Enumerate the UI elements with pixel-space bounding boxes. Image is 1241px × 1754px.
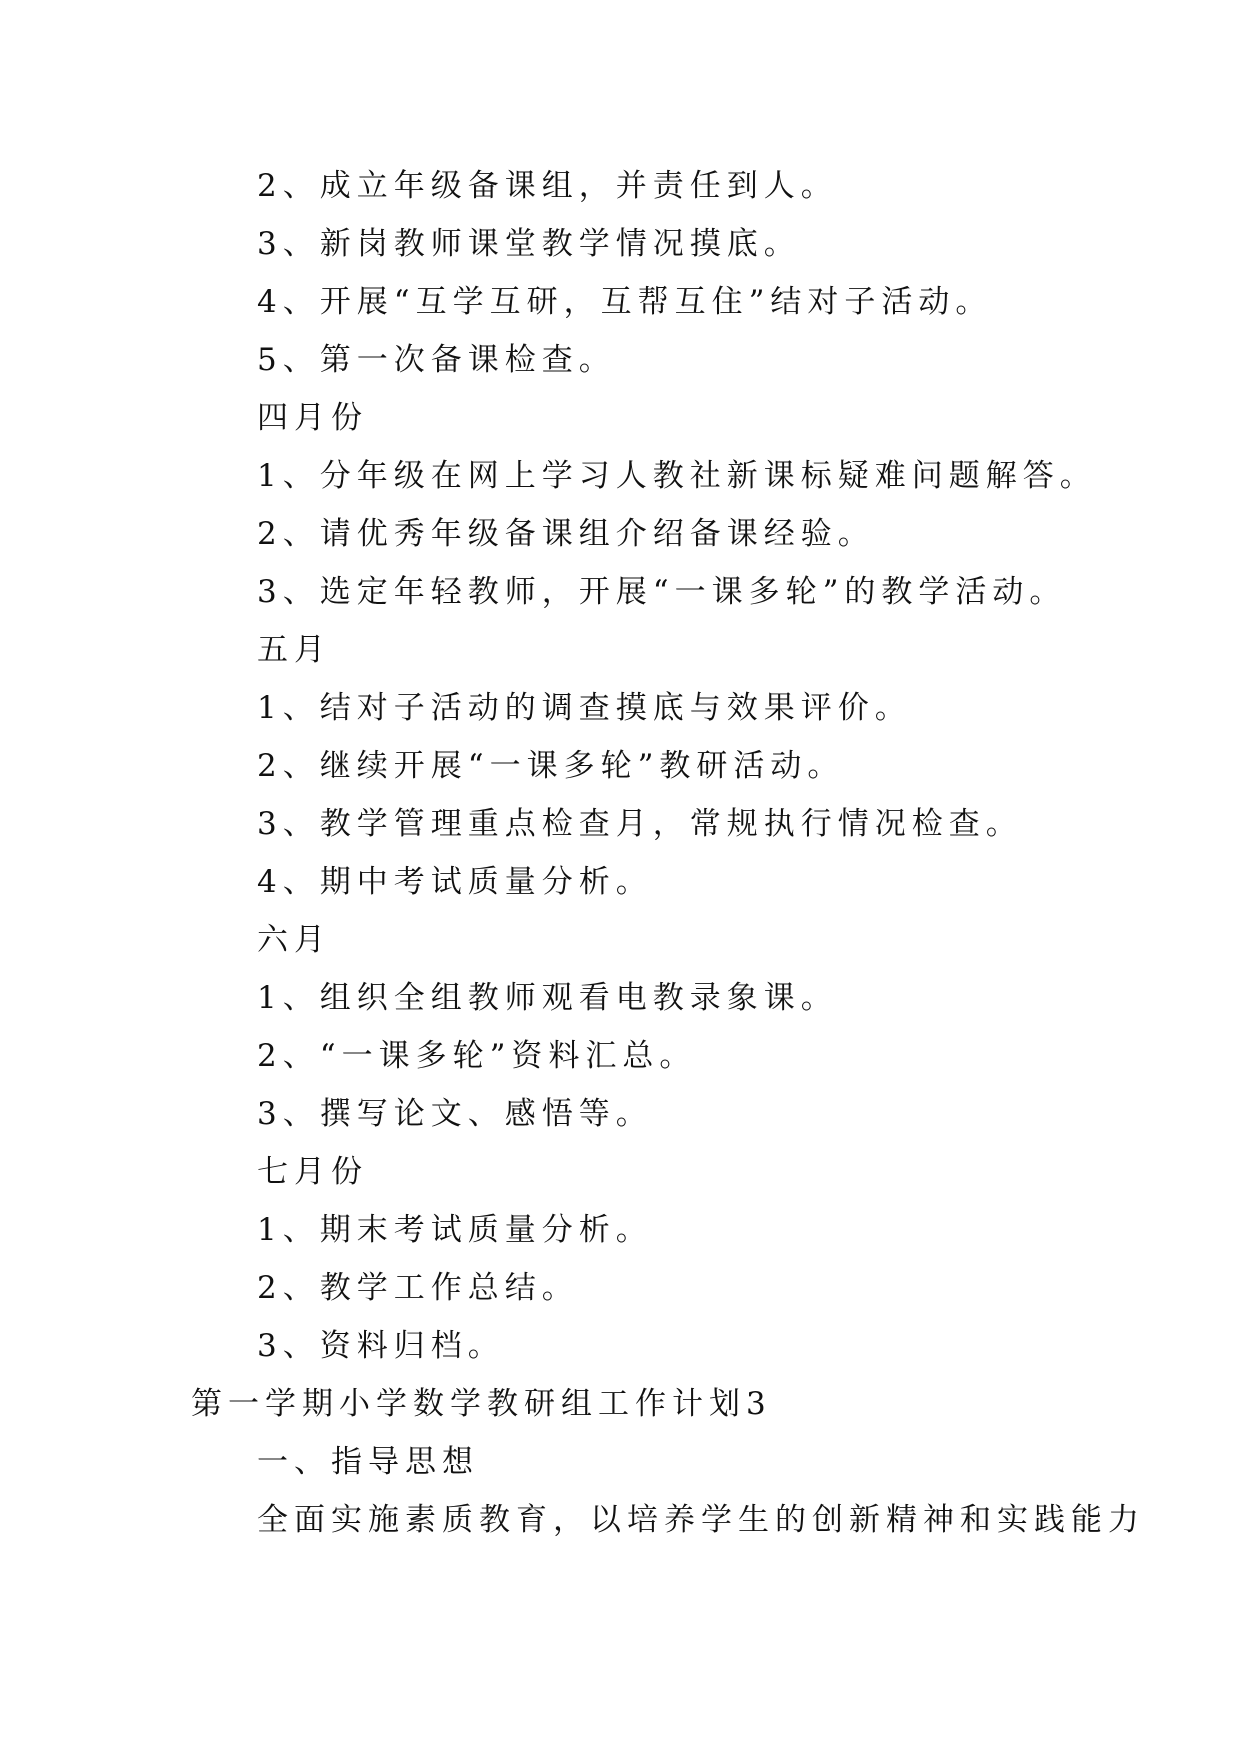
section-heading: 六月 — [257, 922, 331, 958]
text-line: 3、教学管理重点检查月，常规执行情况检查。 — [257, 806, 1023, 842]
section-heading: 七月份 — [257, 1154, 368, 1190]
text-line: 2、教学工作总结。 — [257, 1270, 579, 1306]
section-heading: 一、指导思想 — [257, 1444, 479, 1480]
text-line: 3、新岗教师课堂教学情况摸底。 — [257, 226, 801, 262]
section-heading: 四月份 — [257, 400, 368, 436]
text-line: 1、期末考试质量分析。 — [257, 1212, 653, 1248]
text-line: 2、继续开展“一课多轮”教研活动。 — [257, 748, 845, 784]
text-line: 3、资料归档。 — [257, 1328, 505, 1364]
text-line: 全面实施素质教育，以培养学生的创新精神和实践能力 — [257, 1502, 1145, 1538]
section-heading: 五月 — [257, 632, 331, 668]
text-line: 3、撰写论文、感悟等。 — [257, 1096, 653, 1132]
text-line: 2、请优秀年级备课组介绍备课经验。 — [257, 516, 875, 552]
document-title: 第一学期小学数学教研组工作计划3 — [191, 1386, 772, 1422]
text-line: 3、选定年轻教师，开展“一课多轮”的教学活动。 — [257, 574, 1067, 610]
text-line: 5、第一次备课检查。 — [257, 342, 616, 378]
text-line: 4、开展“互学互研，互帮互住”结对子活动。 — [257, 284, 993, 320]
text-line: 2、“一课多轮”资料汇总。 — [257, 1038, 697, 1074]
text-line: 2、成立年级备课组，并责任到人。 — [257, 168, 838, 204]
text-line: 1、结对子活动的调查摸底与效果评价。 — [257, 690, 912, 726]
text-line: 4、期中考试质量分析。 — [257, 864, 653, 900]
text-line: 1、组织全组教师观看电教录象课。 — [257, 980, 838, 1016]
text-line: 1、分年级在网上学习人教社新课标疑难问题解答。 — [257, 458, 1097, 494]
